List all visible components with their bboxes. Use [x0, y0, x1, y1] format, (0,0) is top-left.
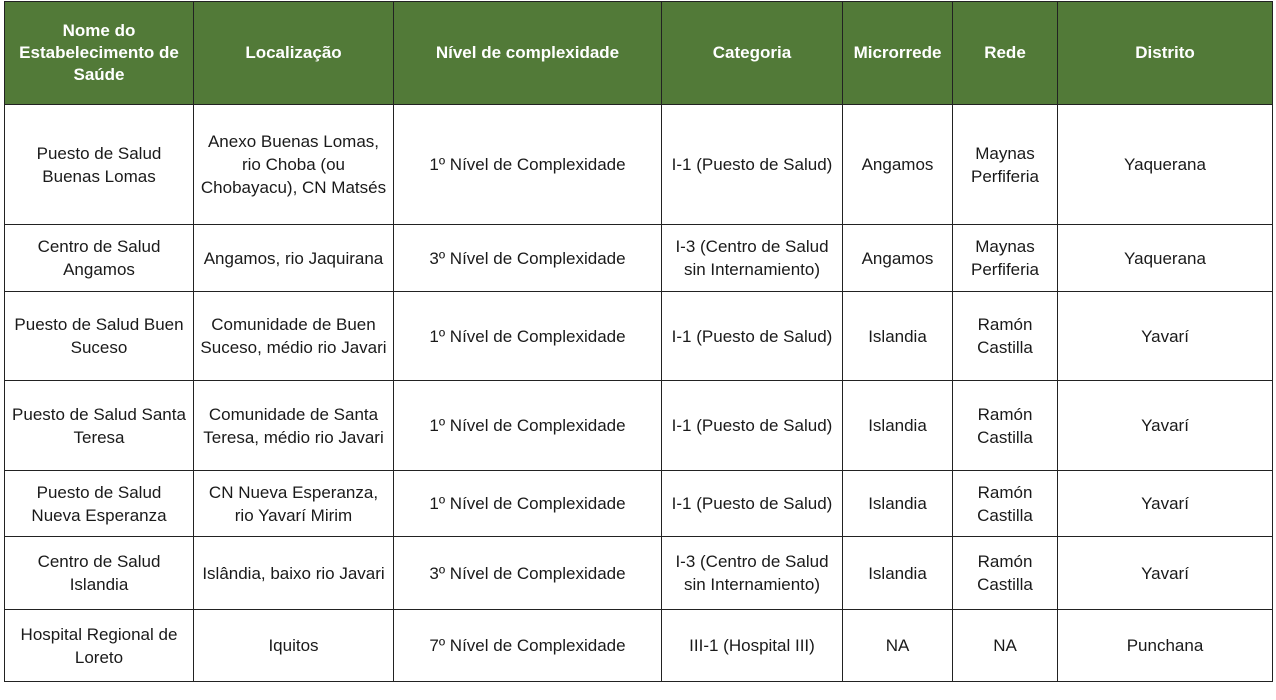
cell-facility-name: Centro de Salud Islandia: [5, 537, 194, 610]
table-row: [5, 292, 1273, 381]
table-row: [5, 537, 1273, 610]
cell-micro-network: NA: [843, 610, 953, 682]
cell-micro-network: Islandia: [843, 537, 953, 610]
cell-location: Angamos, rio Jaquirana: [194, 225, 394, 292]
header-row: [5, 2, 1273, 105]
cell-category: I-3 (Centro de Salud sin Internamiento): [662, 225, 843, 292]
header-network: Rede: [953, 2, 1058, 105]
header-micro-network: Microrrede: [843, 2, 953, 105]
cell-network: Ramón Castilla: [953, 381, 1058, 471]
cell-district: Yavarí: [1058, 381, 1273, 471]
header-facility-name: Nome do Estabelecimento de Saúde: [5, 2, 194, 105]
cell-network: Ramón Castilla: [953, 537, 1058, 610]
cell-complexity-level: 1º Nível de Complexidade: [394, 105, 662, 225]
cell-facility-name: Centro de Salud Angamos: [5, 225, 194, 292]
table-row: [5, 610, 1273, 682]
cell-location: Comunidade de Santa Teresa, médio rio Javari: [194, 381, 394, 471]
cell-facility-name: Hospital Regional de Loreto: [5, 610, 194, 682]
table-row: [5, 381, 1273, 471]
cell-complexity-level: 1º Nível de Complexidade: [394, 292, 662, 381]
cell-facility-name: Puesto de Salud Buenas Lomas: [5, 105, 194, 225]
cell-micro-network: Angamos: [843, 225, 953, 292]
header-location: Localização: [194, 2, 394, 105]
cell-micro-network: Angamos: [843, 105, 953, 225]
cell-district: Yaquerana: [1058, 105, 1273, 225]
cell-location: Anexo Buenas Lomas, rio Choba (ou Chobayacu), CN Matsés: [194, 105, 394, 225]
cell-network: Maynas Perfiferia: [953, 105, 1058, 225]
cell-network: NA: [953, 610, 1058, 682]
cell-network: Ramón Castilla: [953, 471, 1058, 537]
cell-micro-network: Islandia: [843, 471, 953, 537]
cell-location: Comunidade de Buen Suceso, médio rio Javari: [194, 292, 394, 381]
cell-category: I-1 (Puesto de Salud): [662, 292, 843, 381]
cell-district: Yavarí: [1058, 537, 1273, 610]
table-row: [5, 471, 1273, 537]
cell-location: Islândia, baixo rio Javari: [194, 537, 394, 610]
cell-complexity-level: 1º Nível de Complexidade: [394, 381, 662, 471]
cell-district: Yavarí: [1058, 292, 1273, 381]
cell-complexity-level: 7º Nível de Complexidade: [394, 610, 662, 682]
table-row: [5, 225, 1273, 292]
cell-category: I-1 (Puesto de Salud): [662, 105, 843, 225]
cell-category: I-3 (Centro de Salud sin Internamiento): [662, 537, 843, 610]
cell-district: Yavarí: [1058, 471, 1273, 537]
cell-micro-network: Islandia: [843, 292, 953, 381]
cell-category: I-1 (Puesto de Salud): [662, 381, 843, 471]
cell-complexity-level: 3º Nível de Complexidade: [394, 225, 662, 292]
header-district: Distrito: [1058, 2, 1273, 105]
cell-category: III-1 (Hospital III): [662, 610, 843, 682]
cell-facility-name: Puesto de Salud Santa Teresa: [5, 381, 194, 471]
header-category: Categoria: [662, 2, 843, 105]
cell-complexity-level: 1º Nível de Complexidade: [394, 471, 662, 537]
cell-location: Iquitos: [194, 610, 394, 682]
header-complexity-level: Nível de complexidade: [394, 2, 662, 105]
cell-complexity-level: 3º Nível de Complexidade: [394, 537, 662, 610]
cell-facility-name: Puesto de Salud Nueva Esperanza: [5, 471, 194, 537]
cell-district: Yaquerana: [1058, 225, 1273, 292]
cell-district: Punchana: [1058, 610, 1273, 682]
cell-network: Ramón Castilla: [953, 292, 1058, 381]
cell-network: Maynas Perfiferia: [953, 225, 1058, 292]
health-facilities-table: [4, 1, 1273, 682]
cell-facility-name: Puesto de Salud Buen Suceso: [5, 292, 194, 381]
cell-category: I-1 (Puesto de Salud): [662, 471, 843, 537]
cell-micro-network: Islandia: [843, 381, 953, 471]
table-row: [5, 105, 1273, 225]
cell-location: CN Nueva Esperanza, rio Yavarí Mirim: [194, 471, 394, 537]
